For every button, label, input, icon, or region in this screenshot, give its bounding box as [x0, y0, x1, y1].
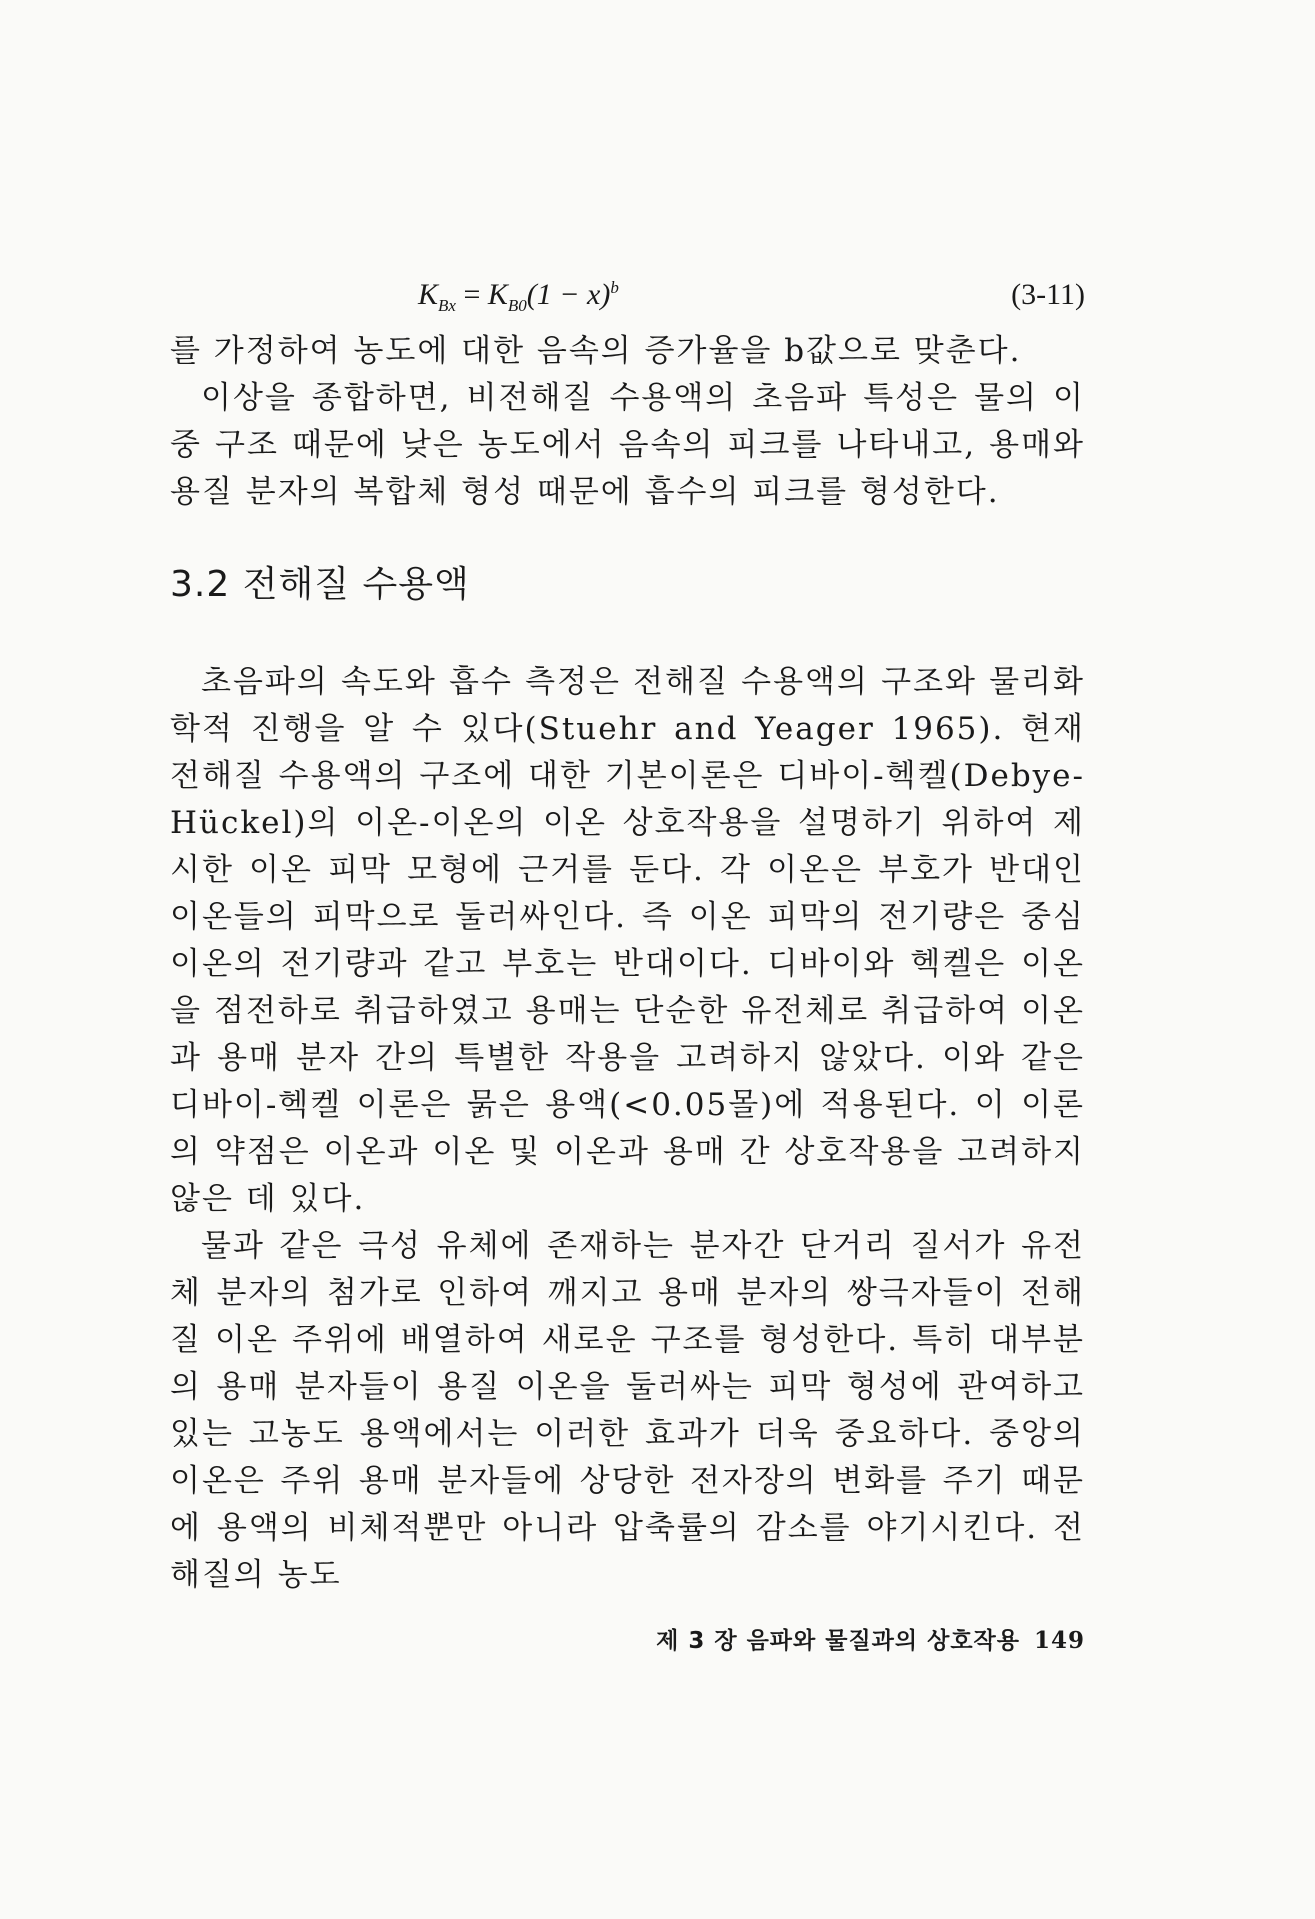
eq-rhs-term: (1 − x)	[526, 278, 611, 311]
eq-rhs-symbol: K	[487, 278, 508, 311]
paragraph: 초음파의 속도와 흡수 측정은 전해질 수용액의 구조와 물리화학적 진행을 알 수 있다(Stuehr and Yeager 1965). 현재 전해질 수용액의 구조에 대한 기본이론은 디바이-헥켈(Debye-Hückel)의 이온-이온의 이온 상호작용을 설명하기 위하여 제시한 이온 피막 모형에 근거를 둔다. 각 이온은 부호가 반대인 이온들의 피막으로 둘러싸인다. 즉 이온 피막의 전기량은 중심 이온의 전기량과 같고 부호는 반대이다. 디바이와 헥켈은 이온을 점전하로 취급하였고 용매는 단순한 유전체로 취급하여 이온과 용매 분자 간의 특별한 작용을 고려하지 않았다. 이와 같은 디바이-헥켈 이론은 묽은 용액(<0.05몰)에 적용된다. 이 이론의 약점은 이온과 이온 및 이온과 용매 간 상호작용을 고려하지 않은 데 있다.	[170, 664, 1085, 1217]
paragraph: 물과 같은 극성 유체에 존재하는 분자간 단거리 질서가 유전체 분자의 첨가로 인하여 깨지고 용매 분자의 쌍극자들이 전해질 이온 주위에 배열하여 새로운 구조를 형성한다. 특히 대부분의 용매 분자들이 용질 이온을 둘러싸는 피막 형성에 관여하고 있는 고농도 용액에서는 이러한 효과가 더욱 중요하다. 중앙의 이온은 주위 용매 분자들에 상당한 전자장의 변화를 주기 때문에 용액의 비체적뿐만 아니라 압축률의 감소를 야기시킨다. 전해질의 농도	[170, 1228, 1085, 1593]
equation-number: (3-11)	[1011, 278, 1085, 311]
section-title: 전해질 수용액	[242, 564, 470, 605]
eq-lhs-subscript: Bx	[438, 296, 456, 315]
eq-rhs-subscript: B0	[507, 296, 527, 315]
page-content	[170, 268, 1085, 1599]
page-number: 149	[1033, 1627, 1085, 1654]
paragraph: 를 가정하여 농도에 대한 음속의 증가율을 b값으로 맞춘다.	[170, 333, 1022, 369]
eq-rhs-exponent: b	[610, 278, 619, 297]
eq-equals: =	[455, 278, 488, 311]
equation-row	[170, 268, 1085, 328]
paragraph: 이상을 종합하면, 비전해질 수용액의 초음파 특성은 물의 이중 구조 때문에 낮은 농도에서 음속의 피크를 나타내고, 용매와 용질 분자의 복합체 형성 때문에 흡수의 피크를 형성한다.	[170, 380, 1085, 510]
eq-lhs-symbol: K	[418, 278, 439, 311]
running-footer-chapter: 제 3 장 음파와 물질과의 상호작용	[656, 1628, 1020, 1654]
equation	[418, 278, 619, 316]
section-number: 3.2	[170, 564, 231, 605]
page-footer	[560, 1622, 1085, 1655]
section-heading	[170, 556, 1085, 607]
